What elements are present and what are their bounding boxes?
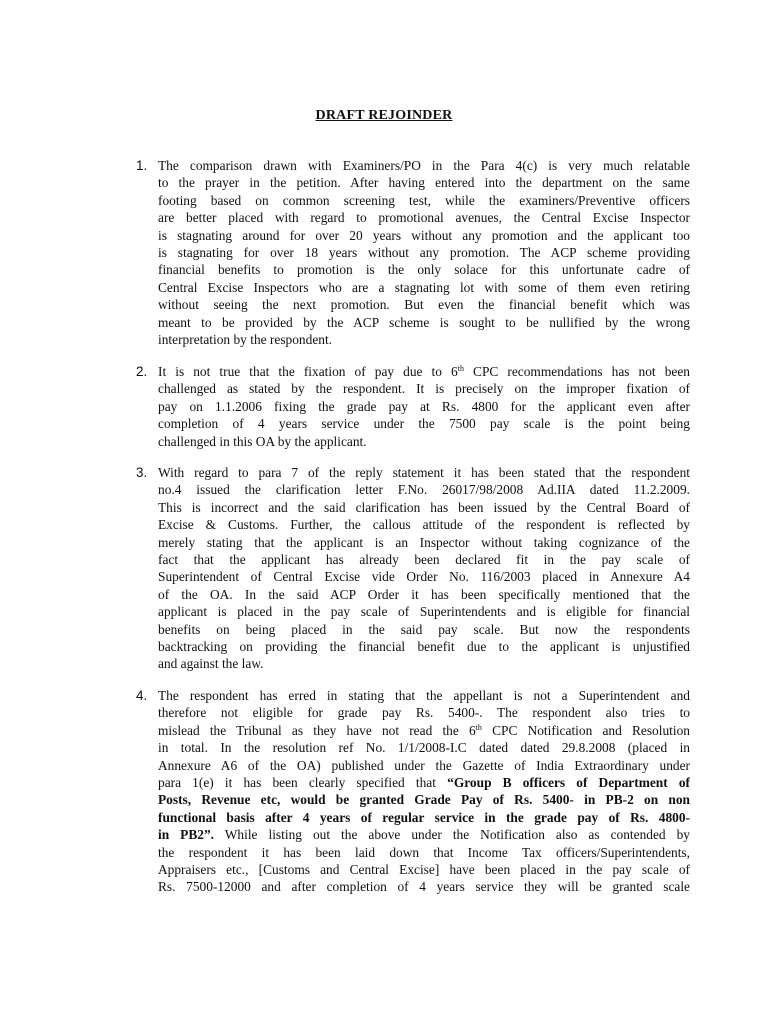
text-line: footing based on common screening test, while the examiners/Preventive officers	[158, 192, 690, 208]
text-line: therefore not eligible for grade pay Rs. 5400-. The respondent also tries to	[158, 705, 690, 721]
text-line: is stagnating around for over 20 years without any promotion and the applicant too	[158, 227, 690, 243]
text-line: With regard to para 7 of the reply statement it has been stated that the respondent	[158, 465, 690, 480]
item-body	[158, 464, 690, 673]
text-line: are better placed with regard to promotional avenues, the Central Excise Inspector	[158, 210, 690, 226]
text-line: challenged as stated by the respondent. It is precisely on the improper fixation of	[158, 381, 690, 397]
text-line: merely stating that the applicant is an Inspector without taking cognizance of the	[158, 534, 690, 550]
item-body	[158, 687, 690, 896]
text-line: Superintendent of Central Excise vide Order No. 116/2003 placed in Annexure A4	[158, 569, 690, 585]
text-line: the respondent it has been laid down that Income Tax officers/Superintendents,	[158, 844, 690, 860]
text-line: and against the law.	[158, 656, 264, 672]
text-line: in total. In the resolution ref No. 1/1/2008-I.C dated dated 29.8.2008 (placed in	[158, 740, 690, 756]
text-line: Central Excise Inspectors who are a stagnating lot with some of them even retiring	[158, 279, 690, 295]
text-line: The respondent has erred in stating that the appellant is not a Superintendent and	[158, 688, 690, 703]
text-line: mislead the Tribunal as they have not read the 6th CPC Notification and Resolution	[158, 722, 690, 738]
text-line: to the prayer in the petition. After having entered into the department on the same	[158, 175, 690, 191]
text-line: meant to be provided by the ACP scheme is sought to be nullified by the wrong	[158, 314, 690, 330]
text-line: fact that the applicant has already been declared fit in the pay scale of	[158, 551, 690, 567]
text-line: interpretation by the respondent.	[158, 331, 333, 347]
text-line: is stagnating for over 18 years without any promotion. The ACP scheme providing	[158, 244, 690, 260]
text-line: benefits on being placed in the said pay scale. But now the respondents	[158, 621, 690, 637]
text-line: This is incorrect and the said clarification has been issued by the Central Board of	[158, 499, 690, 515]
list-item-1	[136, 157, 690, 348]
list-item-2	[136, 363, 690, 450]
item-number: 3.	[136, 465, 148, 480]
text-line: no.4 issued the clarification letter F.No. 26017/98/2008 Ad.IIA dated 11.2.2009.	[158, 482, 690, 498]
list-item-4	[136, 687, 690, 896]
item-body	[158, 363, 690, 450]
text-line: of the OA. In the said ACP Order it has been specifically mentioned that the	[158, 586, 690, 602]
text-line: Posts, Revenue etc, would be granted Grade Pay of Rs. 5400- in PB-2 on non	[158, 792, 690, 808]
text-line: It is not true that the fixation of pay due to 6th CPC recommendations has not been	[158, 364, 690, 379]
text-line: financial benefits to promotion is the only solace for this unfortunate cadre of	[158, 262, 690, 278]
text-line: completion of 4 years service under the 7500 pay scale is the point being	[158, 416, 690, 432]
text-line: pay on 1.1.2006 fixing the grade pay at Rs. 4800 for the applicant even after	[158, 398, 690, 414]
text-line: Annexure A6 of the OA) published under the Gazette of India Extraordinary under	[158, 757, 690, 773]
text-line: Rs. 7500-12000 and after completion of 4 years service they will be granted scale	[158, 879, 690, 895]
text-line: applicant is placed in the pay scale of Superintendents and is eligible for financial	[158, 604, 690, 620]
text-line: without seeing the next promotion. But even the financial benefit which was	[158, 297, 690, 313]
item-number: 1.	[136, 158, 148, 173]
text-line: functional basis after 4 years of regular service in the grade pay of Rs. 4800-	[158, 809, 690, 825]
item-number: 4.	[136, 688, 148, 703]
text-line: Excise & Customs. Further, the callous attitude of the respondent is reflected by	[158, 517, 690, 533]
document-title: DRAFT REJOINDER	[315, 108, 453, 123]
text-line: The comparison drawn with Examiners/PO in the Para 4(c) is very much relatable	[158, 158, 690, 173]
text-line: Appraisers etc., [Customs and Central Excise] have been placed in the pay scale of	[158, 861, 690, 877]
text-line: challenged in this OA by the applicant.	[158, 433, 367, 449]
item-number: 2.	[136, 364, 148, 379]
item-body	[158, 157, 690, 348]
text-line: backtracking on providing the financial benefit due to the applicant is unjustified	[158, 638, 690, 654]
text-line: in PB2”. While listing out the above under the Notification also as contended by	[158, 827, 690, 843]
text-line: para 1(e) it has been clearly specified that “Group B officers of Department of	[158, 774, 690, 790]
list-item-3	[136, 464, 690, 673]
